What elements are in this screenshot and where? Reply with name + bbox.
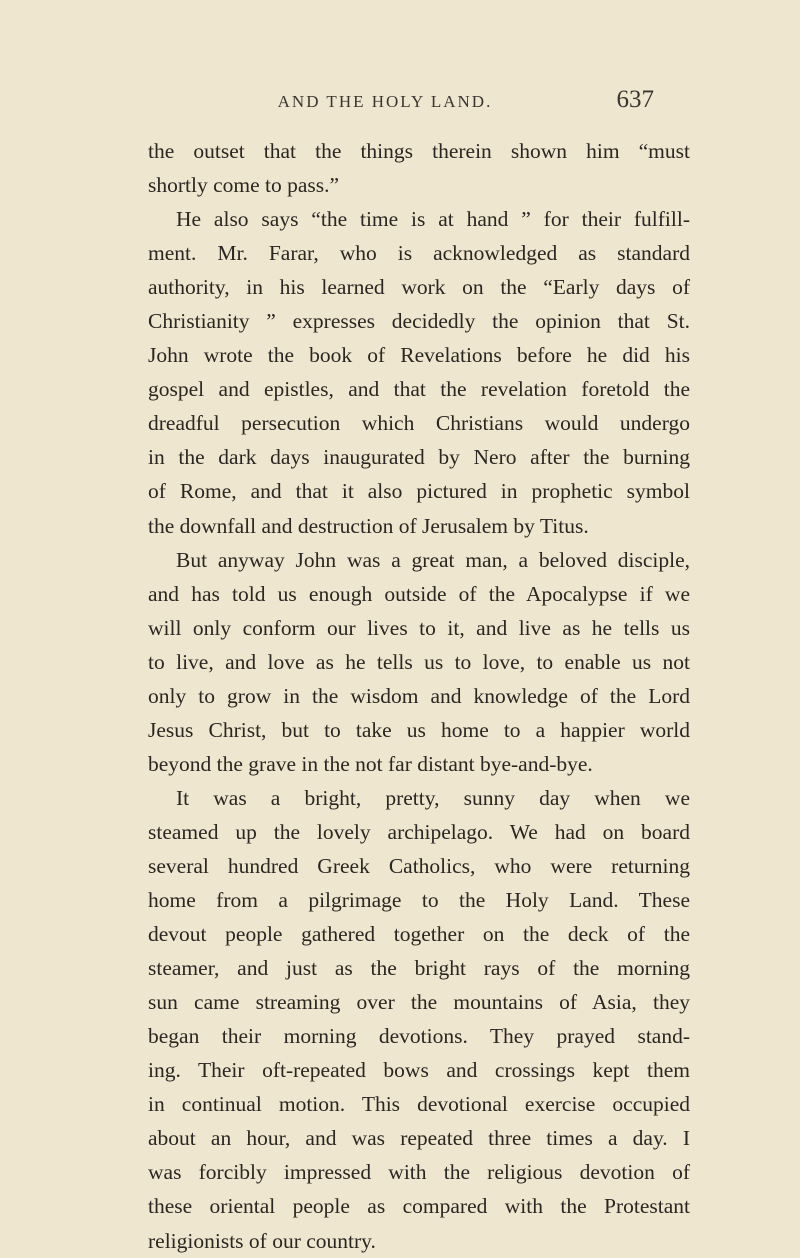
text-line: It was a bright, pretty, sunny day when we xyxy=(176,785,690,810)
body-text xyxy=(148,134,690,1258)
text-line: ment. Mr. Farar, who is acknowledged as standard xyxy=(148,241,690,266)
text-line: in the dark days inaugurated by Nero after the burning xyxy=(148,445,690,470)
text-line: John wrote the book of Revelations before he did his xyxy=(148,343,690,368)
running-head xyxy=(0,86,800,116)
text-line: steamed up the lovely archipelago. We had on board xyxy=(148,819,690,844)
text-line: devout people gathered together on the deck of the xyxy=(148,922,690,947)
text-line: and has told us enough outside of the Apocalypse if we xyxy=(148,581,690,606)
text-line: several hundred Greek Catholics, who were returning xyxy=(148,853,690,878)
text-line: Jesus Christ, but to take us home to a happier world xyxy=(148,717,690,742)
text-line: about an hour, and was repeated three times a day. I xyxy=(148,1126,690,1151)
text-line: steamer, and just as the bright rays of the morning xyxy=(148,956,690,981)
text-line: only to grow in the wisdom and knowledge of the Lord xyxy=(148,683,690,708)
text-line: began their morning devotions. They prayed stand- xyxy=(148,1024,690,1049)
running-title: AND THE HOLY LAND. xyxy=(277,92,493,111)
text-line: of Rome, and that it also pictured in prophetic symbol xyxy=(148,479,690,504)
text-line: to live, and love as he tells us to love, to enable us not xyxy=(148,649,690,674)
text-line: the downfall and destruction of Jerusalem by Titus. xyxy=(148,513,589,538)
text-line: religionists of our country. xyxy=(148,1228,376,1253)
text-line: But anyway John was a great man, a beloved disciple, xyxy=(176,547,690,572)
text-line: Christianity ” expresses decidedly the opinion that St. xyxy=(148,309,690,334)
text-line: sun came streaming over the mountains of Asia, they xyxy=(148,990,690,1015)
text-line: the outset that the things therein shown him “must xyxy=(148,139,690,163)
text-line: was forcibly impressed with the religious devotion of xyxy=(148,1160,690,1185)
page-number: 637 xyxy=(616,86,654,113)
text-line: dreadful persecution which Christians would undergo xyxy=(148,411,690,436)
text-line: home from a pilgrimage to the Holy Land. These xyxy=(148,888,690,913)
text-line: these oriental people as compared with the Protestant xyxy=(148,1194,690,1219)
text-line: in continual motion. This devotional exercise occupied xyxy=(148,1092,690,1117)
text-line: ing. Their oft-repeated bows and crossings kept them xyxy=(148,1058,690,1083)
text-line: will only conform our lives to it, and live as he tells us xyxy=(148,615,690,640)
text-line: He also says “the time is at hand ” for their fulfill- xyxy=(176,207,690,232)
text-line: shortly come to pass.” xyxy=(148,173,340,198)
text-line: beyond the grave in the not far distant bye-and-bye. xyxy=(148,751,593,776)
text-line: gospel and epistles, and that the revelation foretold the xyxy=(148,377,690,402)
text-line: authority, in his learned work on the “Early days of xyxy=(148,275,690,300)
